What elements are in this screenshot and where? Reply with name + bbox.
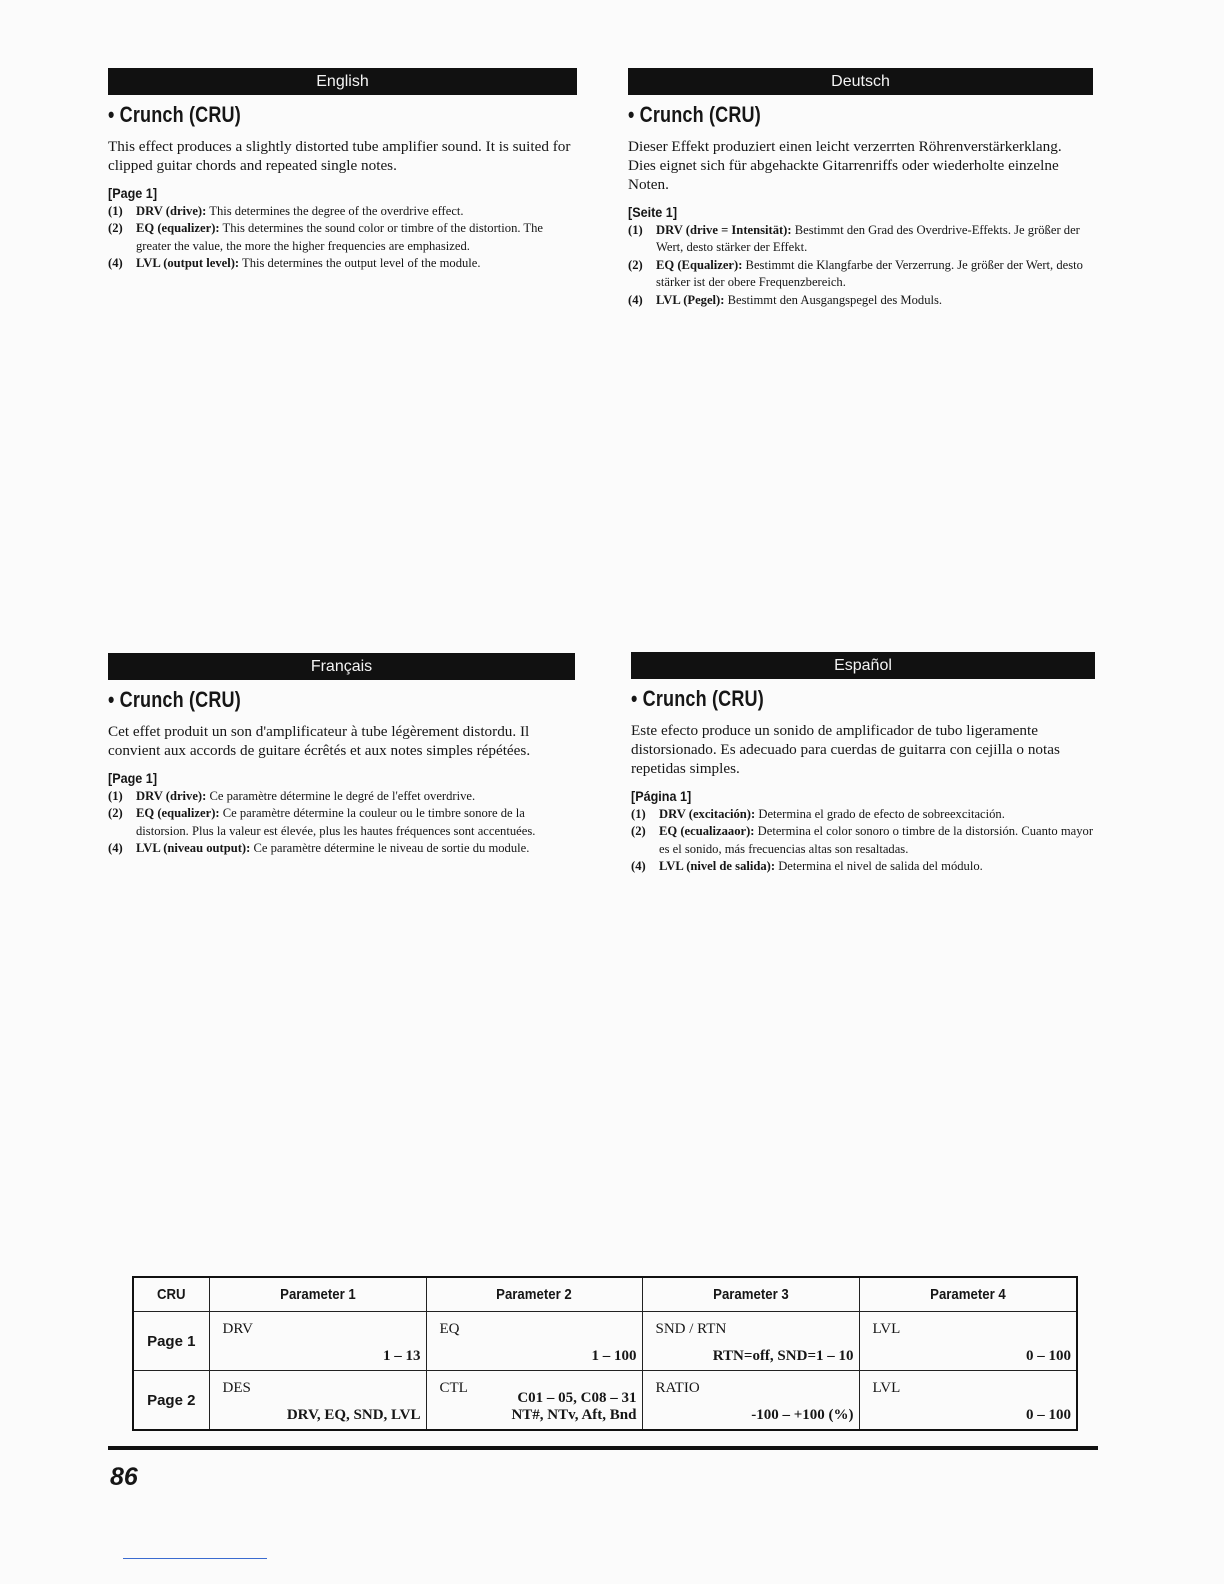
table-header-row [133, 1277, 1077, 1312]
parameter-desc: Bestimmt die Klangfarbe der Verzerrung. Je größer der Wert, desto stärker ist der obere Frequenzbereich. [656, 257, 1083, 290]
parameter-item [631, 806, 1095, 823]
table-header-cell [133, 1277, 209, 1312]
parameter-desc: Ce paramètre détermine le degré de l'effet overdrive. [206, 789, 476, 803]
parameter-item [108, 203, 577, 220]
parameter-term: DRV (excitación): [659, 807, 756, 821]
header-text: Parameter 1 [279, 1286, 356, 1303]
parameter-term: LVL (nivel de salida): [659, 859, 776, 874]
parameter-item [108, 255, 577, 272]
effect-title: • Crunch (CRU) [108, 102, 241, 127]
param-name: DES [222, 1380, 251, 1396]
footer-divider [123, 1558, 267, 1559]
parameter-number: (2) [108, 221, 123, 236]
parameter-list [108, 788, 575, 858]
parameter-item [108, 805, 575, 840]
parameter-list [108, 203, 577, 273]
table-cell [426, 1312, 642, 1371]
header-text: Parameter 4 [929, 1286, 1006, 1303]
effect-title: • Crunch (CRU) [108, 687, 241, 712]
table-row [133, 1312, 1077, 1371]
parameter-term: EQ (Equalizer): [656, 257, 743, 272]
parameter-number: (1) [628, 223, 643, 237]
parameter-term: EQ (ecualizaaor): [659, 824, 755, 839]
parameter-item [108, 788, 575, 805]
param-name: SND / RTN [655, 1321, 727, 1337]
param-range: RTN=off, SND=1 – 10 [712, 1348, 854, 1364]
parameter-term: LVL (Pegel): [656, 292, 725, 307]
parameter-term: DRV (drive): [136, 204, 207, 218]
section-espanol [631, 652, 1095, 876]
parameter-desc: Determina el nivel de salida del módulo. [775, 859, 983, 874]
parameter-table [132, 1276, 1078, 1431]
param-range: 0 – 100 [1026, 1407, 1071, 1423]
parameter-number: (2) [628, 257, 643, 272]
effect-title: • Crunch (CRU) [628, 102, 761, 127]
header-text: Parameter 3 [712, 1286, 789, 1303]
parameter-number: (4) [628, 292, 643, 307]
table-cell [642, 1312, 859, 1371]
parameter-item [628, 222, 1093, 257]
parameter-desc: Bestimmt den Grad des Overdrive-Effekts. Je größer der Wert, desto stärker der Effekt. [656, 223, 1080, 255]
param-name: LVL [872, 1380, 901, 1396]
parameter-list [631, 806, 1095, 876]
effect-description: Dieser Effekt produziert einen leicht verzerrten Röhrenverstärkerklang. Dies eignet sich für abgehackte Gitarrenriffs oder wiederholte einzelne Noten. [628, 138, 1062, 193]
parameter-number: (1) [108, 789, 123, 803]
param-name: EQ [439, 1321, 460, 1337]
parameter-number: (4) [108, 841, 123, 856]
parameter-item [631, 823, 1095, 858]
parameter-desc: Ce paramètre détermine la couleur ou le timbre sonore de la distorsion. Plus la valeur est élevée, plus les hautes fréquences sont accentuées. [136, 806, 536, 838]
parameter-item [108, 220, 577, 255]
table-header-cell [426, 1277, 642, 1312]
effect-description: Este efecto produce un sonido de amplificador de tubo ligeramente distorsionado. Es adecuado para cuerdas de guitarra con cejilla o notas repetidas simples. [631, 722, 1060, 777]
parameter-item [631, 858, 1095, 875]
param-name: LVL [872, 1321, 901, 1337]
parameter-desc: This determines the output level of the module. [239, 256, 481, 271]
parameter-item [628, 257, 1093, 292]
parameter-term: DRV (drive): [136, 789, 207, 803]
table-cell [426, 1371, 642, 1431]
footer-rule [108, 1446, 1098, 1450]
parameter-item [108, 840, 575, 857]
header-text: Parameter 2 [496, 1286, 572, 1303]
parameter-term: EQ (equalizer): [136, 806, 220, 821]
param-name: CTL [439, 1380, 468, 1396]
section-english [108, 68, 577, 273]
language-header: Français [108, 653, 575, 680]
page-label: [Page 1] [108, 185, 158, 201]
header-text: CRU [156, 1286, 186, 1303]
parameter-desc: Bestimmt den Ausgangspegel des Moduls. [724, 292, 943, 307]
table-cell [859, 1371, 1077, 1431]
row-label: Page 2 [133, 1371, 209, 1431]
parameter-desc: Ce paramètre détermine le niveau de sortie du module. [250, 841, 530, 856]
language-header: Deutsch [628, 68, 1093, 95]
param-range: -100 – +100 (%) [751, 1407, 854, 1423]
row-label: Page 1 [133, 1312, 209, 1371]
parameter-desc: Determina el grado de efecto de sobreexcitación. [755, 807, 1005, 821]
table-cell [209, 1371, 426, 1431]
table-header-cell [859, 1277, 1077, 1312]
table-row [133, 1371, 1077, 1431]
parameter-list [628, 222, 1093, 309]
param-name: RATIO [655, 1380, 700, 1396]
parameter-term: LVL (niveau output): [136, 841, 251, 856]
parameter-number: (4) [631, 859, 646, 874]
param-range: 1 – 100 [591, 1348, 637, 1364]
parameter-number: (4) [108, 256, 123, 271]
page-label: [Página 1] [631, 788, 692, 804]
parameter-desc: This determines the degree of the overdrive effect. [206, 204, 464, 218]
parameter-item [628, 292, 1093, 309]
parameter-term: LVL (output level): [136, 256, 240, 271]
parameter-term: EQ (equalizer): [136, 221, 220, 236]
effect-title: • Crunch (CRU) [631, 686, 764, 711]
param-range: 1 – 13 [383, 1348, 421, 1364]
page-number: 86 [110, 1463, 138, 1491]
effect-description: This effect produces a slightly distorted tube amplifier sound. It is suited for clipped guitar chords and repeated single notes. [108, 138, 571, 174]
table-cell [859, 1312, 1077, 1371]
parameter-number: (1) [631, 807, 646, 821]
param-range: DRV, EQ, SND, LVL [286, 1407, 421, 1423]
parameter-number: (2) [631, 824, 646, 839]
effect-description: Cet effet produit un son d'amplificateur à tube légèrement distordu. Il convient aux accords de guitare écrêtés et aux notes simples répétées. [108, 723, 531, 759]
page-label: [Page 1] [108, 770, 158, 786]
param-name: DRV [222, 1321, 253, 1337]
language-header: English [108, 68, 577, 95]
parameter-desc: This determines the sound color or timbre of the distortion. The greater the value, the more the higher frequencies are emphasized. [136, 221, 544, 253]
table-header-cell [642, 1277, 859, 1312]
param-range: C01 – 05, C08 – 31 NT#, NTv, Aft, Bnd [511, 1390, 637, 1423]
parameter-number: (1) [108, 204, 123, 218]
section-francais [108, 653, 575, 858]
table-header-cell [209, 1277, 426, 1312]
parameter-desc: Determina el color sonoro o timbre de la distorsión. Cuanto mayor es el sonido, más frecuencias altas son resaltadas. [659, 824, 1094, 856]
table-cell [642, 1371, 859, 1431]
parameter-term: DRV (drive = Intensität): [656, 223, 792, 237]
parameter-number: (2) [108, 806, 123, 821]
param-range: 0 – 100 [1026, 1348, 1071, 1364]
section-deutsch [628, 68, 1093, 309]
language-header: Español [631, 652, 1095, 679]
table-cell [209, 1312, 426, 1371]
page-label: [Seite 1] [628, 204, 678, 220]
